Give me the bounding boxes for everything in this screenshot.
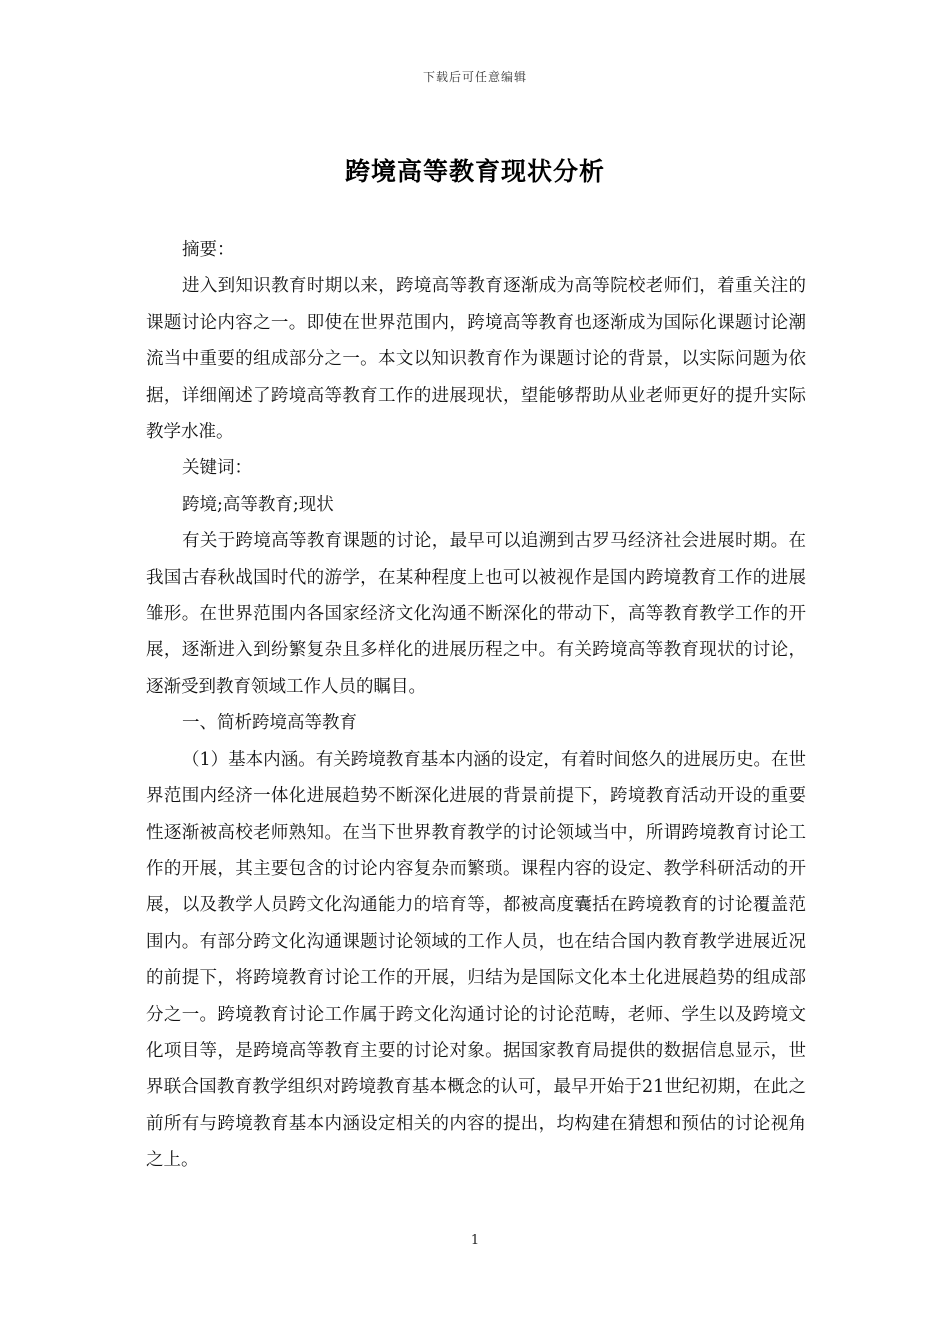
keywords-list: 跨境;高等教育;现状 [182,494,334,515]
abstract-paragraph: 进入到知识教育时期以来，跨境高等教育逐渐成为高等院校老师们，着重关注的课题讨论内容之一。即使在世界范围内，跨境高等教育也逐渐成为国际化课题讨论潮流当中重要的组成部分之一。本文以知识教育作为课题讨论的背景，以实际问题为依据，详细阐述了跨境高等教育工作的进展现状，望能够帮助从业老师更好的提升实际教学水准。 [146,276,806,443]
header-note: 下载后可任意编辑 [422,70,527,84]
abstract-label: 摘要： [182,240,235,260]
page-number: 1 [470,1233,480,1248]
document-body [146,232,806,1179]
intro-paragraph: 有关于跨境高等教育课题的讨论，最早可以追溯到古罗马经济社会进展时期。在我国古春秋战国时代的游学，在某种程度上也可以被视作是国内跨境教育工作的进展雏形。在世界范围内各国家经济文化沟通不断深化的带动下，高等教育教学工作的开展，逐渐进入到纷繁复杂且多样化的进展历程之中。有关跨境高等教育现状的讨论，逐渐受到教育领域工作人员的瞩目。 [146,531,806,697]
keywords-label: 关键词： [182,458,252,479]
document-title: 跨境高等教育现状分析 [344,157,605,186]
section-heading: 一、简析跨境高等教育 [182,713,357,734]
section-paragraph: （1）基本内涵。有关跨境教育基本内涵的设定，有着时间悠久的进展历史。在世界范围内经济一体化进展趋势不断深化进展的背景前提下，跨境教育活动开设的重要性逐渐被高校老师熟知。在当下世界教育教学的讨论领域当中，所谓跨境教育讨论工作的开展，其主要包含的讨论内容复杂而繁琐。课程内容的设定、教学科研活动的开展，以及教学人员跨文化沟通能力的培育等，都被高度囊括在跨境教育的讨论覆盖范围内。有部分跨文化沟通课题讨论领域的工作人员，也在结合国内教育教学进展近况的前提下，将跨境教育讨论工作的开展，归结为是国际文化本土化进展趋势的组成部分之一。跨境教育讨论工作属于跨文化沟通讨论的讨论范畴，老师、学生以及跨境文化项目等，是跨境高等教育主要的讨论对象。据国家教育局提供的数据信息显示，世界联合国教育教学组织对跨境教育基本概念的认可，最早开始于21世纪初期，在此之前所有与跨境教育基本内涵设定相关的内容的提出，均构建在猜想和预估的讨论视角之上。 [146,749,806,1171]
